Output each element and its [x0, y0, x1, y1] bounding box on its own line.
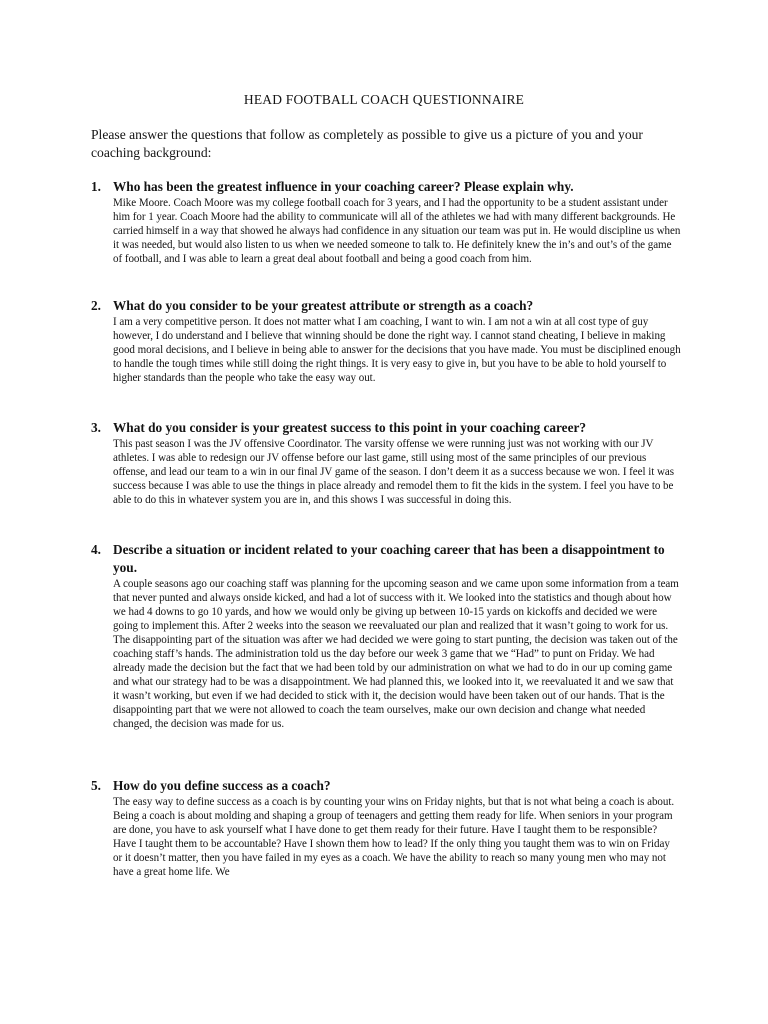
answer-text: I am a very competitive person. It does not matter what I am coaching, I want to win. I am not a win at all cost type of guy however, I do understand and I believe that winning should be done the right way. I cannot stand cheating, I believe in making good moral decisions, and I believe in being able to answer for the decisions that you have made. You must be disciplined enough to handle the tough times while still doing the right things. It is very easy to give in, but you have to be able to hold yourself to higher standards than the people who take the easy way out. [113, 316, 681, 384]
question-block-4 [91, 541, 681, 731]
question-number: 3. [91, 420, 101, 435]
question-text: How do you define success as a coach? [113, 778, 331, 793]
question-number: 4. [91, 542, 101, 557]
question-block-2 [91, 297, 681, 385]
answer-text: The easy way to define success as a coach is by counting your wins on Friday nights, but that is not what being a coach is about. Being a coach is about molding and shaping a group of teenagers and getting them ready for life. When seniors in your program are done, you have to ask yourself what I have done to get them ready for their future. Have I taught them to be responsible? Have I taught them to be accountable? Have I shown them how to lead? If the only thing you taught them was to win on Friday or it doesn’t matter, then you have failed in my eyes as a coach. We have the ability to reach so many young men who may not have a great home life. We [113, 796, 675, 878]
question-heading [91, 419, 681, 437]
question-heading [91, 178, 681, 196]
question-block-5 [91, 777, 681, 879]
answer-text: Mike Moore. Coach Moore was my college football coach for 3 years, and I had the opportunity to be a student assistant under him for 1 year. Coach Moore had the ability to communicate will all of the athletes we had with many different backgrounds. He carried himself in a way that showed he always had confidence in any situation our team was put in. He would discipline us when it was needed, but would also listen to us when we needed someone to talk to. He definitely knew the in’s and out’s of the game of football, and I was able to learn a great deal about football and being a good coach from him. [113, 197, 681, 265]
question-heading [91, 777, 681, 795]
answer-text: A couple seasons ago our coaching staff was planning for the upcoming season and we came upon some information from a team that never punted and always onside kicked, and had a lot of success with it. We looked into the statistics and though about how we had 4 downs to go 10 yards, and how we would only be giving up between 10-15 yards on kickoffs and decided we were going to implement this. After 2 weeks into the season we reevaluated our plan and realized that it wasn’t going to work for us. The disappointing part of the situation was after we had decided we were going to start punting, the decision was taken out of the coaching staff’s hands. The administration told us the day before our week 3 game that we “Had” to punt on Friday. We had already made the decision but the fact that we had been told by our administration on what we had to do in our up coming game and what our strategy had to be was a disappointment. We had planned this, we looked into it, we reevaluated it and we saw that it wasn’t working, but even if we had decided to stick with it, the decision would have been taken out of our hands. That is the disappointing part that we were not allowed to coach the team ourselves, make our own decision and change what needed changed, the decision was made for us. [113, 578, 679, 730]
intro-paragraph: Please answer the questions that follow as completely as possible to give us a picture of you and your coaching background: [91, 127, 643, 160]
question-block-1 [91, 178, 681, 266]
question-heading [91, 297, 681, 315]
question-text: Describe a situation or incident related to your coaching career that has been a disappointment to you. [113, 542, 665, 575]
question-text: What do you consider is your greatest success to this point in your coaching career? [113, 420, 587, 435]
answer-text: This past season I was the JV offensive Coordinator. The varsity offense we were running just was not working with our JV athletes. I was able to redesign our JV offense before our last game, still using most of the same principles of our previous offense, and lead our team to a win in our final JV game of the season. I don’t deem it as a success because we won. I feel it was success because I was able to use the things in place already and remodel them to fit the kids in the system. I feel you have to be able to do this in whatever system you are in, and this shows I was successful in doing this. [113, 438, 675, 506]
question-block-3 [91, 419, 681, 507]
question-text: Who has been the greatest influence in your coaching career? Please explain why. [113, 179, 574, 194]
question-number: 5. [91, 778, 101, 793]
question-number: 2. [91, 298, 101, 313]
question-text: What do you consider to be your greatest attribute or strength as a coach? [113, 298, 534, 313]
question-number: 1. [91, 179, 101, 194]
document-title: HEAD FOOTBALL COACH QUESTIONNAIRE [243, 92, 525, 107]
question-heading [91, 541, 681, 577]
